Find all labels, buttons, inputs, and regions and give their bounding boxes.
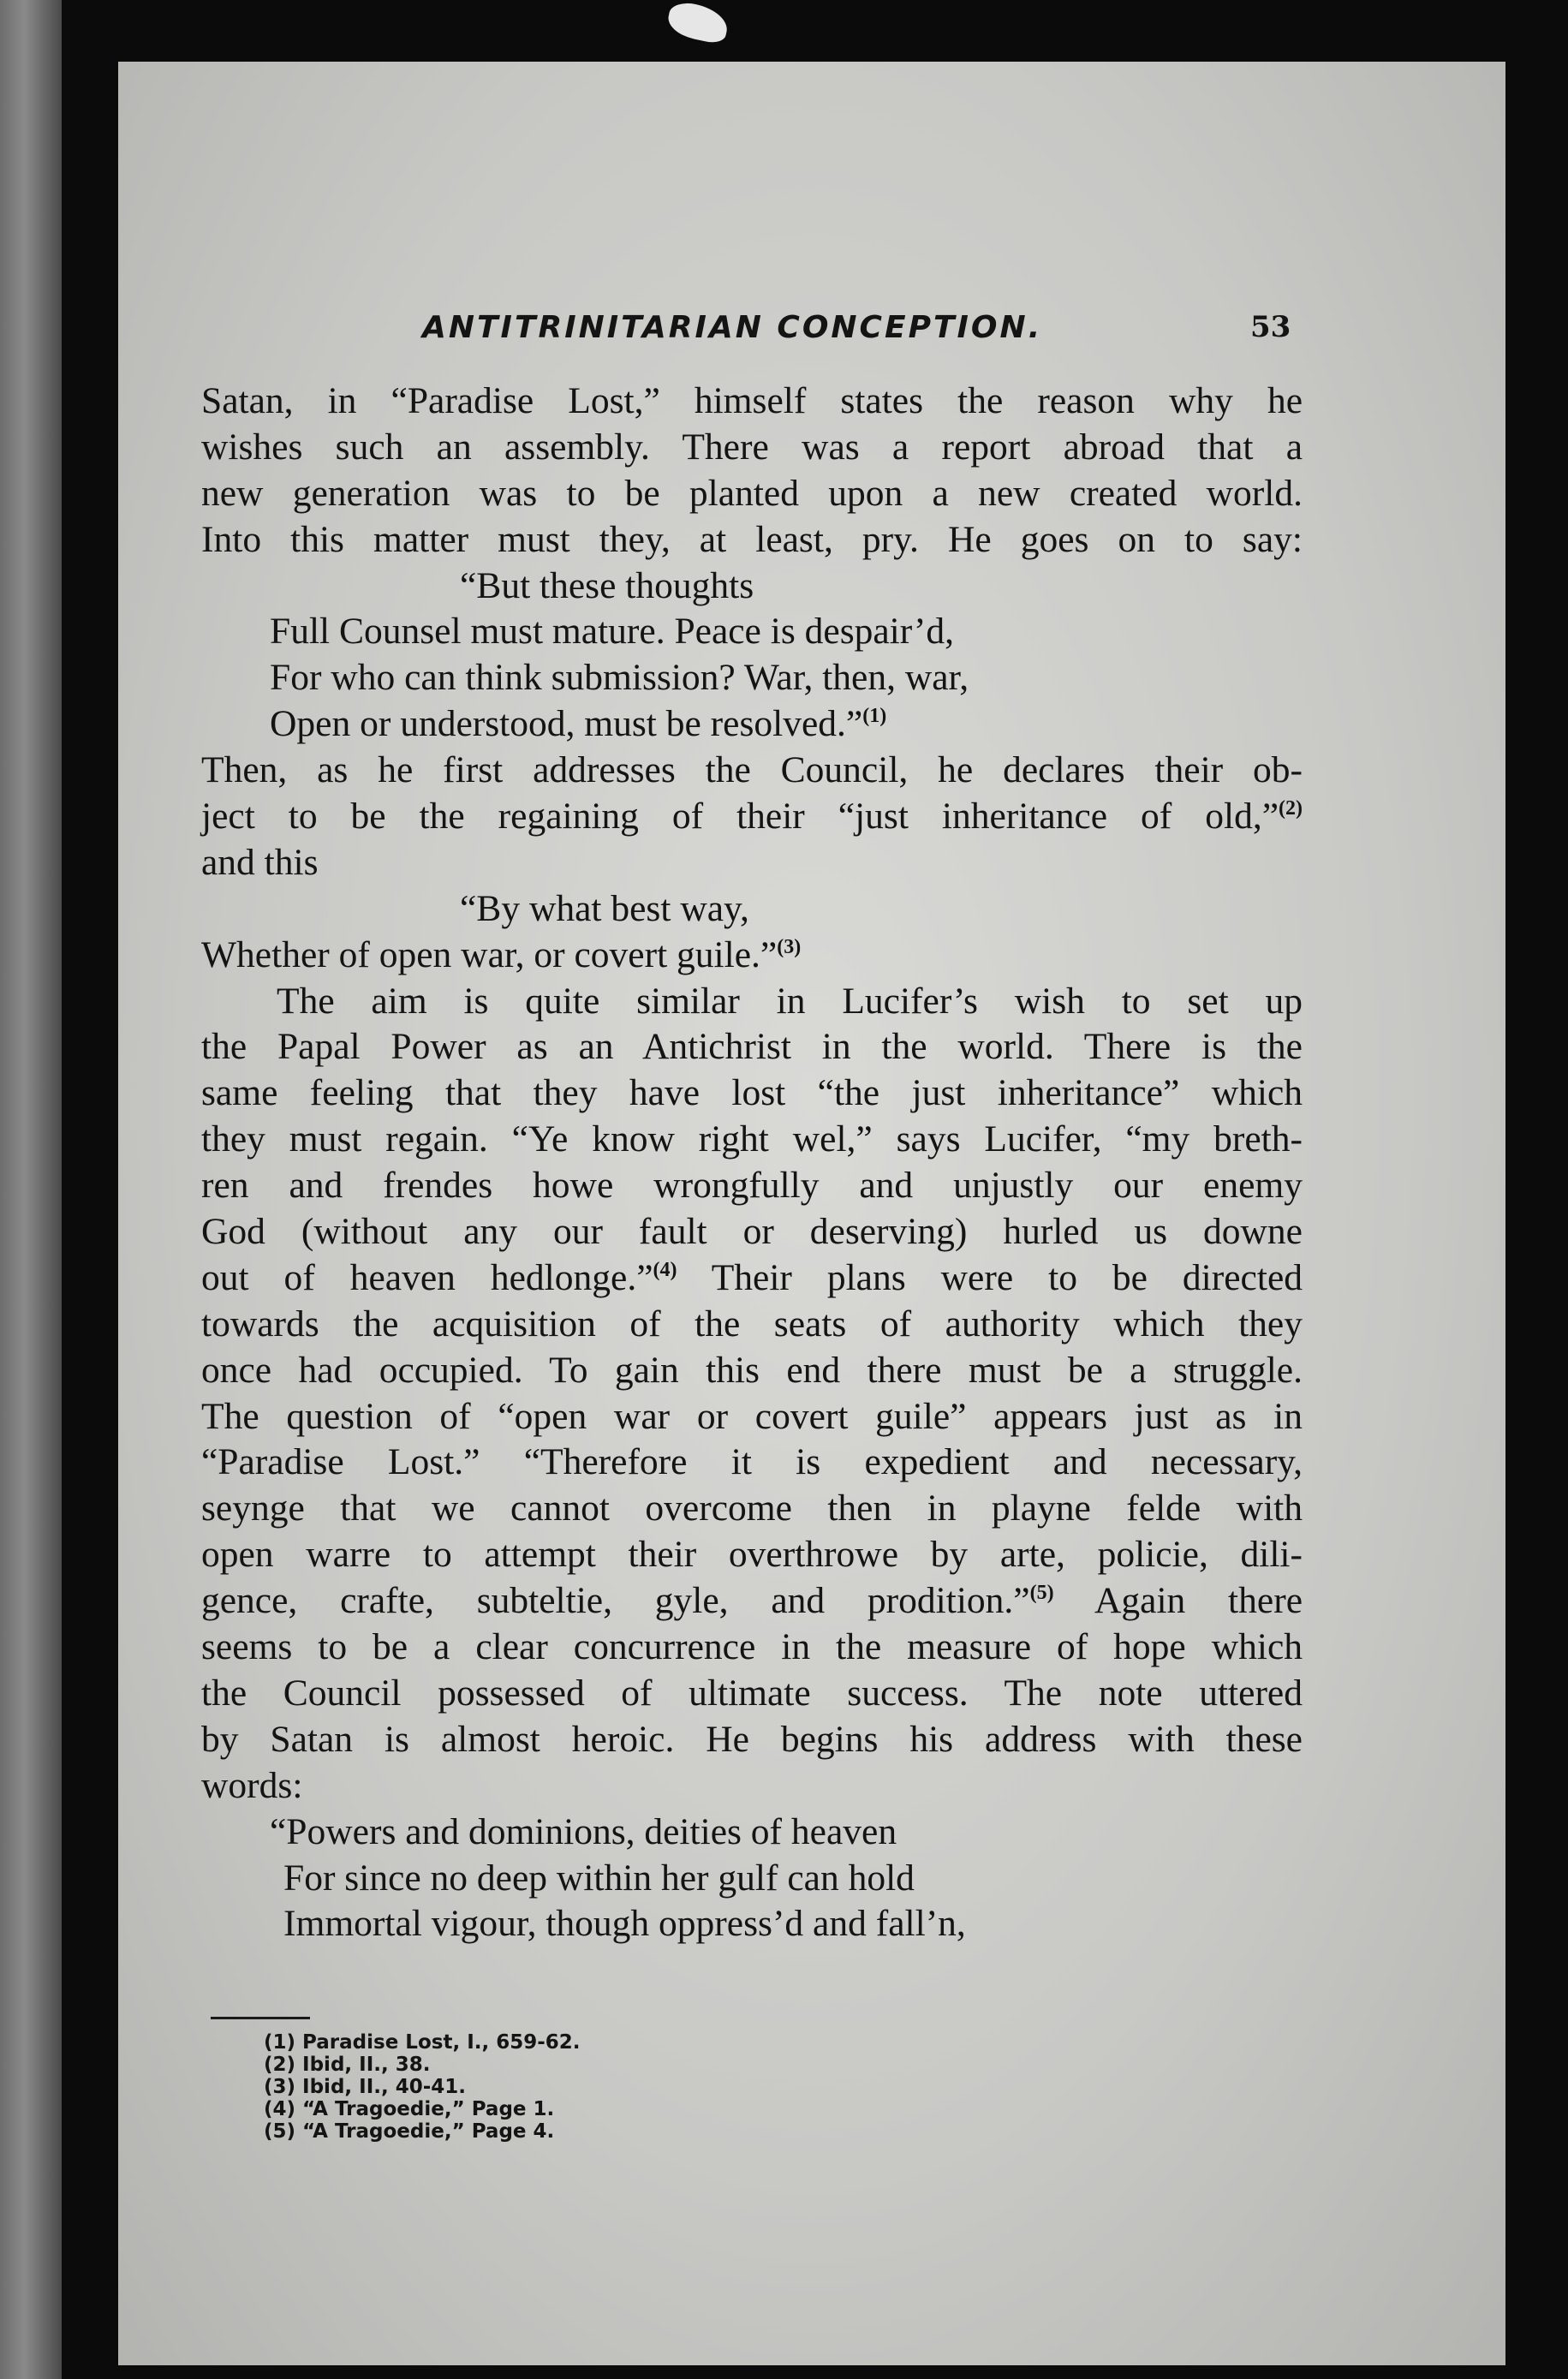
footnote: (2) Ibid, II., 38. (264, 2054, 431, 2076)
footnote: (5) “A Tragoedie,” Page 4. (264, 2120, 555, 2143)
line-text: gence, crafte, subteltie, gyle, and prodition.” (201, 1580, 1030, 1622)
line-text: Their plans were to be directed (711, 1256, 1303, 1298)
text-line: open warre to attempt their overthrowe by arte, policie, dili- (201, 1534, 1303, 1576)
text-line: ren and frendes howe wrongfully and unjustly our enemy (201, 1165, 1303, 1207)
text-line (201, 1578, 1303, 1625)
text-line: the Council possessed of ultimate success. The note uttered (201, 1672, 1303, 1714)
text-line: by Satan is almost heroic. He begins his address with these (201, 1718, 1303, 1760)
text-line: new generation was to be planted upon a new created world. (201, 472, 1303, 514)
verse-line (201, 701, 1303, 748)
book-page (118, 62, 1505, 2365)
verse-line: “By what best way, (460, 887, 749, 929)
text-line: Satan, in “Paradise Lost,” himself states the reason why he (201, 380, 1303, 421)
text-line: same feeling that they have lost “the just inheritance” which (201, 1072, 1303, 1114)
verse-line: For who can think submission? War, then, war, (270, 657, 969, 699)
verse-line (201, 933, 1303, 979)
running-head (118, 310, 1505, 353)
text-line: God (without any our fault or deserving) hurled us downe (201, 1211, 1303, 1253)
text-line: seynge that we cannot overcome then in playne felde with (201, 1488, 1303, 1529)
text-line: and this (201, 841, 319, 883)
footnote: (3) Ibid, II., 40-41. (264, 2076, 467, 2098)
footnotes (264, 2031, 863, 2143)
text-line: once had occupied. To gain this end there must be a struggle. (201, 1349, 1303, 1391)
footnote-ref: (2) (1279, 797, 1303, 820)
verse-line: “But these thoughts (460, 564, 754, 606)
verse-text: Whether of open war, or covert guile.” (201, 933, 778, 975)
text-line: The question of “open war or covert guile” appears just as in (201, 1395, 1303, 1437)
verse-line: For since no deep within her gulf can hold (283, 1857, 915, 1899)
body-text (201, 379, 1303, 1947)
text-line: The aim is quite similar in Lucifer’s wish to set up (277, 980, 1303, 1022)
page-number: 53 (1250, 310, 1291, 344)
text-line: the Papal Power as an Antichrist in the world. There is the (201, 1026, 1303, 1068)
text-line: they must regain. “Ye know right wel,” says Lucifer, “my breth- (201, 1118, 1303, 1160)
text-line: “Paradise Lost.” “Therefore it is expedient and necessary, (201, 1441, 1303, 1483)
verse-line: Full Counsel must mature. Peace is despair’d, (270, 611, 954, 653)
verse-text: Open or understood, must be resolved.” (270, 703, 863, 745)
text-line: words: (201, 1764, 303, 1806)
footnote-ref: (3) (777, 935, 802, 958)
footnote-rule (211, 2017, 310, 2019)
text-line (201, 1255, 1303, 1302)
verse-line: Immortal vigour, though oppress’d and fall’n, (283, 1903, 966, 1945)
text-line: Into this matter must they, at least, pry. He goes on to say: (201, 518, 1303, 560)
footnote-ref: (4) (653, 1258, 677, 1281)
footnote-ref: (1) (862, 705, 887, 728)
line-text: Again there (1094, 1580, 1303, 1622)
line-text: out of heaven hedlonge.” (201, 1256, 653, 1298)
text-line: Then, as he first addresses the Council, he declares their ob- (201, 749, 1303, 791)
footnote-ref: (5) (1029, 1582, 1054, 1605)
running-title: ANTITRINITARIAN CONCEPTION. (422, 310, 1043, 345)
line-text: ject to be the regaining of their “just inheritance of old,” (201, 796, 1279, 838)
footnote: (4) “A Tragoedie,” Page 1. (264, 2098, 555, 2120)
text-line (201, 794, 1303, 840)
scan-border-left (0, 0, 62, 2379)
verse-line: “Powers and dominions, deities of heaven (270, 1810, 897, 1852)
footnote: (1) Paradise Lost, I., 659-62. (264, 2031, 581, 2054)
text-line: seems to be a clear concurrence in the measure of hope which (201, 1626, 1303, 1668)
scan-artifact (665, 0, 731, 45)
text-line: wishes such an assembly. There was a report abroad that a (201, 426, 1303, 468)
text-line: towards the acquisition of the seats of authority which they (201, 1303, 1303, 1345)
